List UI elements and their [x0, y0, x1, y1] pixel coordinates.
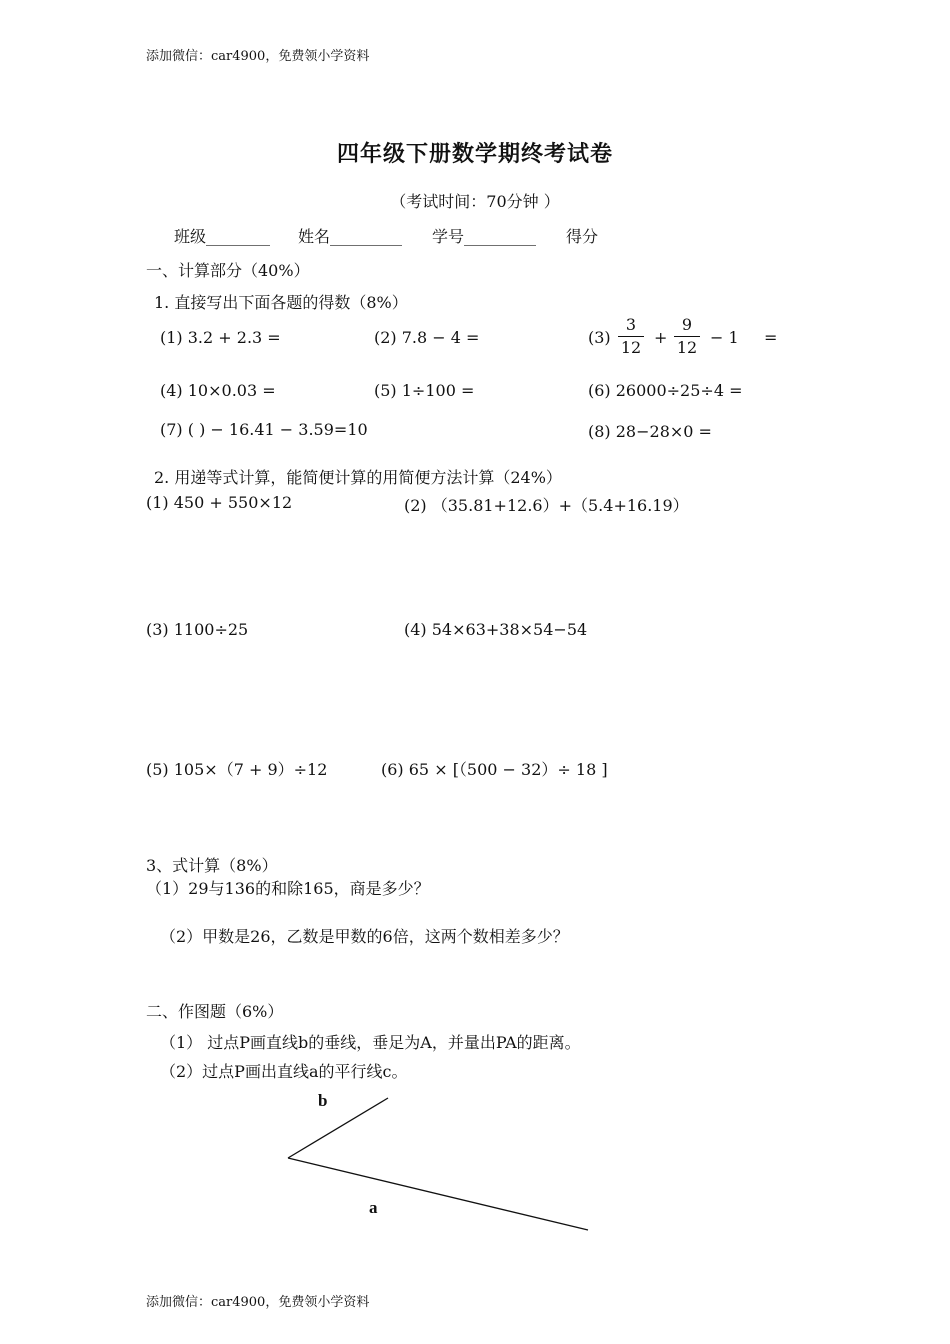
q2-heading: 2. 用递等式计算，能简便计算的用简便方法计算（24%）	[154, 468, 562, 487]
q1-problem-3-equals: =	[764, 328, 778, 347]
line-a	[288, 1158, 588, 1230]
section2-problem-1: （1） 过点P画直线b的垂线，垂足为A，并量出PA的距离。	[160, 1033, 581, 1052]
label-b: b	[318, 1091, 328, 1110]
class-field: 班级________	[174, 227, 271, 246]
student-id-field: 学号_________	[432, 227, 537, 246]
q3-heading: 3、式计算（8%）	[146, 856, 278, 875]
q2-problem-1: (1) 450 + 550×12	[146, 493, 293, 512]
exam-time: （考试时间：70分钟 ）	[390, 192, 560, 211]
label-a: a	[369, 1198, 378, 1217]
q2-problem-6: (6) 65 × [（500 − 32）÷ 18 ]	[381, 760, 608, 779]
name-field: 姓名_________	[298, 227, 403, 246]
header-note: 添加微信：car4900，免费领小学资料	[146, 49, 370, 64]
fraction-denominator: 12	[676, 338, 698, 357]
q3-problem-1: （1）29与136的和除165，商是多少？	[146, 879, 430, 898]
fraction-numerator: 3	[625, 315, 637, 334]
section1-heading: 一、计算部分（40%）	[146, 261, 310, 280]
section2-problem-2: （2）过点P画出直线a的平行线c。	[160, 1062, 408, 1081]
fraction-numerator: 9	[681, 315, 693, 334]
score-field: 得分	[566, 227, 599, 246]
q2-problem-3: (3) 1100÷25	[146, 620, 249, 639]
q1-problem-3-plus: +	[654, 328, 668, 347]
q2-problem-5: (5) 105×（7 + 9）÷12	[146, 760, 328, 779]
q1-problem-8: (8) 28−28×0 =	[588, 422, 712, 441]
q2-problem-4: (4) 54×63+38×54−54	[404, 620, 588, 639]
q1-problem-4: (4) 10×0.03 =	[160, 381, 276, 400]
q1-problem-6: (6) 26000÷25÷4 =	[588, 381, 743, 400]
section2-heading: 二、作图题（6%）	[146, 1002, 284, 1021]
q1-problem-3-rest: − 1	[710, 328, 739, 347]
q1-problem-5: (5) 1÷100 =	[374, 381, 475, 400]
q1-problem-2: (2) 7.8 − 4 =	[374, 328, 480, 347]
q3-problem-2: （2）甲数是26，乙数是甲数的6倍，这两个数相差多少？	[160, 927, 569, 946]
q1-problem-1: (1) 3.2 + 2.3 =	[160, 328, 281, 347]
q1-problem-7: (7) ( ) − 16.41 − 3.59=10	[160, 420, 368, 439]
q2-problem-2: (2) （35.81+12.6）+（5.4+16.19）	[404, 496, 689, 515]
line-b	[288, 1098, 388, 1158]
page-title: 四年级下册数学期终考试卷	[336, 141, 613, 167]
footer-note: 添加微信：car4900，免费领小学资料	[146, 1295, 370, 1310]
q1-heading: 1. 直接写出下面各题的得数（8%）	[154, 293, 408, 312]
fraction-denominator: 12	[620, 338, 642, 357]
q1-problem-3-prefix: (3)	[588, 328, 611, 347]
